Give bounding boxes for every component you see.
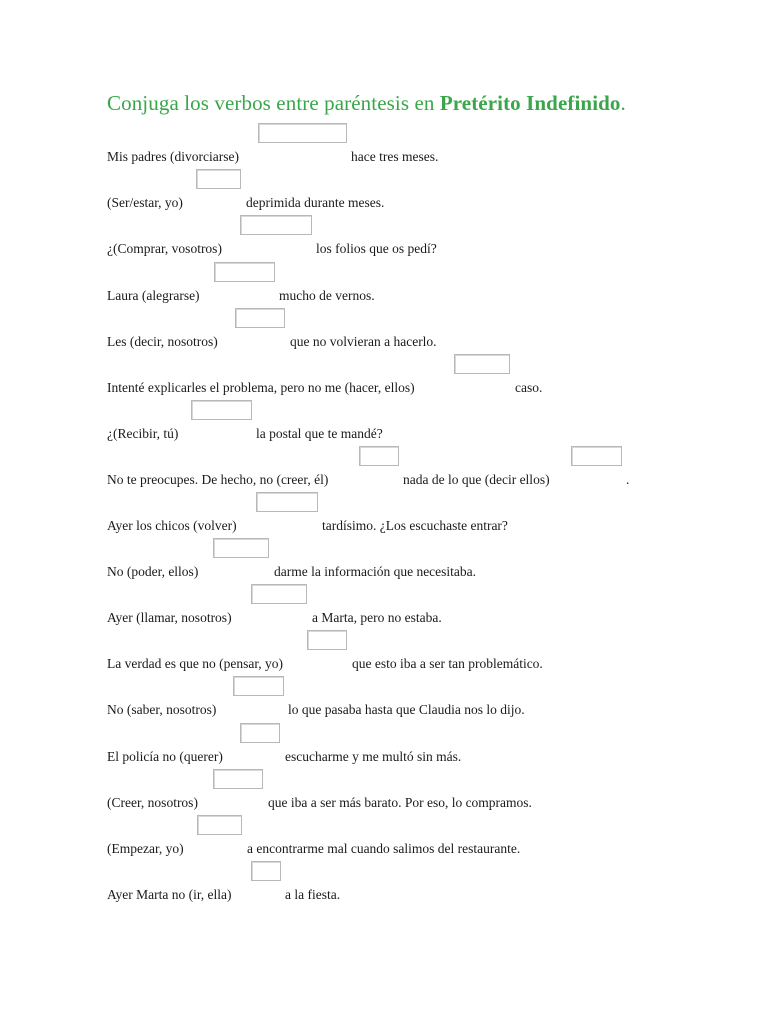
sentence-text: la postal que te mandé?: [256, 426, 383, 441]
sentence-text: .: [626, 472, 630, 487]
answer-field[interactable]: [233, 676, 284, 696]
sentence-text: tardísimo. ¿Los escuchaste entrar?: [322, 518, 508, 533]
sentence-text: El policía no (querer): [107, 749, 223, 764]
answer-field[interactable]: [213, 769, 263, 789]
sentence-text: que esto iba a ser tan problemático.: [352, 656, 543, 671]
answer-field[interactable]: [214, 262, 275, 282]
sentence-text: La verdad es que no (pensar, yo): [107, 656, 284, 671]
answer-field[interactable]: [258, 123, 347, 143]
sentence-text: (Creer, nosotros): [107, 795, 198, 810]
sentence-text: No (poder, ellos): [107, 564, 199, 579]
answer-field[interactable]: [307, 630, 347, 650]
answer-field[interactable]: [454, 354, 510, 374]
sentence-text: Ayer (llamar, nosotros): [107, 610, 232, 625]
sentence-text: a Marta, pero no estaba.: [312, 610, 442, 625]
sentence-text: que iba a ser más barato. Por eso, lo compramos.: [268, 795, 532, 810]
title-suffix: .: [620, 91, 626, 115]
sentence-text: escucharme y me multó sin más.: [285, 749, 462, 764]
answer-field[interactable]: [251, 584, 307, 604]
sentence-text: que no volvieran a hacerlo.: [290, 334, 437, 349]
sentence-text: nada de lo que (decir ellos): [403, 472, 550, 487]
sentence-text: deprimida durante meses.: [246, 195, 385, 210]
answer-field[interactable]: [571, 446, 622, 466]
answer-field[interactable]: [359, 446, 399, 466]
answer-field[interactable]: [240, 215, 312, 235]
answer-field[interactable]: [197, 815, 242, 835]
sentence-text: a la fiesta.: [285, 887, 341, 902]
page-title: [107, 91, 626, 116]
sentence-text: No (saber, nosotros): [107, 702, 217, 717]
sentence-text: hace tres meses.: [351, 149, 439, 164]
sentence-text: lo que pasaba hasta que Claudia nos lo dijo.: [288, 702, 525, 717]
answer-field[interactable]: [235, 308, 285, 328]
sentence-text: (Empezar, yo): [107, 841, 184, 856]
answer-field[interactable]: [240, 723, 280, 743]
sentence-text: Intenté explicarles el problema, pero no me (hacer, ellos): [107, 380, 415, 395]
sentence-text: a encontrarme mal cuando salimos del restaurante.: [247, 841, 521, 856]
sentence-text: Les (decir, nosotros): [107, 334, 218, 349]
answer-field[interactable]: [191, 400, 252, 420]
sentence-text: ¿(Comprar, vosotros): [107, 241, 222, 256]
sentence-text: (Ser/estar, yo): [107, 195, 183, 210]
sentence-text: darme la información que necesitaba.: [274, 564, 477, 579]
sentence-text: mucho de vernos.: [279, 288, 375, 303]
sentence-text: los folios que os pedí?: [316, 241, 437, 256]
answer-field[interactable]: [213, 538, 269, 558]
sentence-text: Mis padres (divorciarse): [107, 149, 239, 164]
sentence-text: caso.: [515, 380, 543, 395]
answer-field[interactable]: [251, 861, 281, 881]
sentence-text: ¿(Recibir, tú): [107, 426, 179, 441]
title-prefix: Conjuga los verbos entre paréntesis en: [107, 91, 440, 115]
title-tense: Pretérito Indefinido: [439, 91, 621, 115]
sentence-text: Ayer los chicos (volver): [107, 518, 237, 533]
sentence-text: No te preocupes. De hecho, no (creer, él): [107, 472, 329, 487]
sentence-text: Ayer Marta no (ir, ella): [107, 887, 232, 902]
sentence-text: Laura (alegrarse): [107, 288, 200, 303]
answer-field[interactable]: [196, 169, 241, 189]
answer-field[interactable]: [256, 492, 318, 512]
